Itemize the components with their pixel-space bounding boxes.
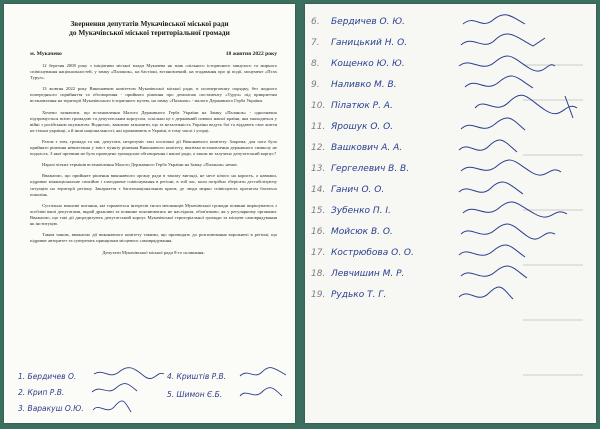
signature-entry-right: 15. Зубенко П. І. [311,206,391,216]
signature-entry-right: 17. Кострюбова О. О. [311,248,414,258]
paragraph: 13 жовтня 2022 року Виконавчим комітетом Мукачівської міської ради, в позачерговому порядку, без жодного попереднього сприйняття та обговорення - прийнято рішення про демонтаж постаменту «Турул» під прикриттям встановлення на території Мукачівського історичного музею, на замку «Паланок» - малого Державного Герба України. [30,86,277,104]
closing-line: Депутати Мукачівської міської ради 8-го скликання: [102,250,205,256]
document-place: м. Мукачево [30,51,62,57]
paragraph: Вважаємо, що прийняте рішення виконавчого органу ради в такому вигляді, не несе нічого на користь, а навпаки, підриває міжнаціональне спокійне і злагоджене співіснування в регіоні, в той час, коли потрібно зберігати дестабілізуючу ситуацію на території регіону. Закарпаття є багатонаціональним краєм, де люди мирно співіснують протягом багатьох поколінь. [30,173,277,197]
place-date-row [4,51,295,57]
document-date: 18 жовтня 2022 року [225,51,277,57]
paragraph: Хочемо зазначити, що встановлення Малого Державного Герба України на Замку «Паланок» - однозначно підтримується всією громадою та депутатським корпусом, оскільки це є державний символ нашої країни, яка знаходиться у війні з російським окупантом. Водночас, важливо зазначити, що за незалежність України ведуть бої та віддають своє життя не тільки українці, а й інші національності, які проживають в Україні, в тому числі і угорці. [30,109,277,133]
title-line-1: Звернення депутатів Мукачівської міської ради [70,19,229,28]
title-line-2: до Мукачівської міської територіальної громади [69,28,230,37]
signature-entry-left: 3. Варакуш О.Ю. [18,404,84,413]
handwritten-signature-marks [89,366,169,423]
signature-entry-right: 10. Пілатюк Р. А. [311,101,393,111]
signature-entry-left: 5. Шимон Є.Б. [167,390,223,399]
paragraph: 12 березня 2008 року з ініціативи міської влади Мукачева як знак спільного історичного минулого та мирного співіснування національностей, у замку «Паланок», на бастіоні, встановлений, на згадавання про ці події, монумент «Птах Турул». [30,63,277,81]
signature-entry-right: 18. Левчишин М. Р. [311,269,405,279]
document-body [4,63,295,244]
signature-entry-left: 1. Бердичев О. [18,372,77,381]
signature-entry-right: 8. Кощенко Ю. Ю. [311,59,405,69]
bleed-through-line [523,319,583,321]
signature-entry-right: 6. Бердичев О. Ю. [311,17,405,27]
signature-entry-right: 11. Ярошук О. О. [311,122,394,132]
paragraph: Наразі чітких термінів встановлення Малого Державного Герба України на Замку «Паланок» немає. [42,162,239,168]
signature-entry-right: 9. Наливко М. В. [311,80,397,90]
document-title [4,19,295,37]
document-page-left [4,4,295,423]
handwritten-signature-marks [236,366,292,410]
paragraph: Суспільно важливі питання, які торкаються інтересів тисяч мешканців Мукачівської громади повинні вирішуватись з асобліві ваші депутатами, вкрай дражливі та повинне пояснюватись не наслідком, обов'язково, як у регулярному органами. Вважаємо, що такі дії дисредитують депутатський корпус Мукачівської територіальної громади та місцеве самоврядування як інституцію. [30,202,277,226]
signature-entry-left: 2. Крип Р.В. [18,388,65,397]
paragraph: Таким чином, вважаємо дії виконавчого комітету такими, що призводять до розпалювання ворожнечі в регіоні, що підриває авторитет та суперечать принципам місцевого самоврядування. [30,232,277,244]
document-page-right [305,4,596,423]
signature-entry-right: 19. Рудько Т. Г. [311,290,387,300]
signature-entry-left: 4. Криштів Р.В. [167,372,227,381]
signature-entry-right: 16. Мойсюк В. О. [311,227,393,237]
paragraph: Разом з тим, громада та ми, депутати, незрозуміє такі поспішні дії Виконавчого комітету. Зокрема, для чого було прийнято рішення невнесення у зміст пункту рішення Виконавчого комітету, вказівка встановлення державного символу не подалось. З якої причини не було проведено громадське обговорення і нашої ради, а також не залучено депутатський корпус? [30,138,277,157]
handwritten-signature-marks [455,12,591,312]
bleed-through-line [523,374,583,376]
signature-entry-right: 12. Вашкович А. А. [311,143,403,153]
signature-entry-right: 7. Ганицький Н. О. [311,38,408,48]
signature-entry-right: 14. Ганич О. О. [311,185,385,195]
signature-entry-right: 13. Гергелевич В. В. [311,164,410,174]
